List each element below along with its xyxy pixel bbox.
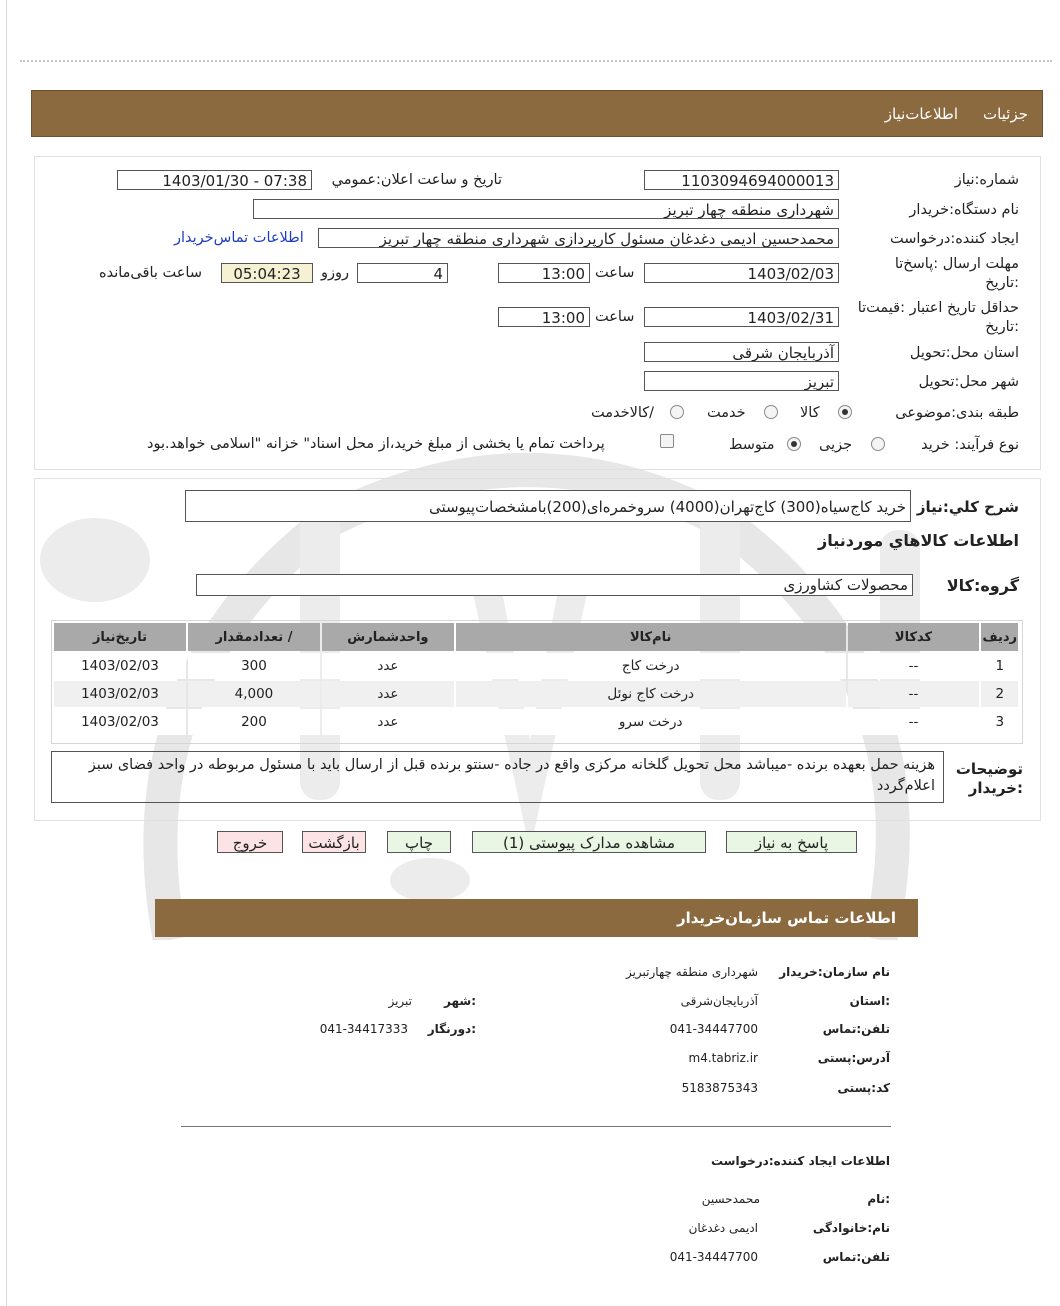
tab-details[interactable]: جزئیات xyxy=(983,105,1028,123)
buyer-contact-title: اطلاعات تماس سازمان‌خریدار xyxy=(676,909,896,927)
creator-phone-value: 041-34447700 xyxy=(669,1250,758,1264)
province-field: آذربایجان شرقی xyxy=(644,342,839,362)
need-number-label: شماره:نیاز xyxy=(954,172,1019,188)
contact-province-label: :استان xyxy=(849,994,890,1008)
creator-phone-label: تلفن:تماس xyxy=(822,1250,890,1264)
category-service-label: خدمت xyxy=(707,405,746,421)
process-type-label: نوع فرآیند: خرید xyxy=(921,437,1019,453)
creator-name-label: :نام xyxy=(867,1192,890,1206)
col-header-quantity: / تعدادمقدار xyxy=(188,623,320,651)
buyer-org-field: شهرداری منطقه چهار تبریز xyxy=(253,199,839,219)
validity-label-date: :تاریخ xyxy=(985,319,1019,335)
deadline-time-field: 13:00 xyxy=(498,263,590,283)
contact-phone-value: 041-34447700 xyxy=(669,1022,758,1036)
unit-cell: عدد xyxy=(322,709,454,735)
buyer-notes-field: هزینه حمل بعهده برنده -میباشد محل تحویل گلخانه مرکزی واقع در جاده -سنتو برنده قبل از ارسال باید با مسئول مربوطه در واحد فضای سبز اعلام‌گردد xyxy=(51,751,944,803)
treasury-payment-note: پرداخت تمام یا بخشی از مبلغ خرید،از محل اسناد" خزانه "اسلامی خواهد.بود xyxy=(147,436,605,452)
unit-cell: عدد xyxy=(322,681,454,707)
tab-need-info[interactable]: اطلاعات‌نیاز xyxy=(884,105,958,123)
table-row xyxy=(54,709,1018,735)
province-label: استان محل:تحویل xyxy=(909,345,1019,361)
process-minor-radio[interactable] xyxy=(871,437,885,451)
unit-cell: عدد xyxy=(322,653,454,679)
item-code-cell: -- xyxy=(848,709,980,735)
goods-group-field: محصولات کشاورزی xyxy=(196,574,913,596)
table-row xyxy=(54,653,1018,679)
print-button[interactable]: چاپ xyxy=(387,831,451,853)
remaining-time-field: 05:04:23 xyxy=(221,263,313,283)
quantity-cell: 300 xyxy=(188,653,320,679)
quantity-cell: 200 xyxy=(188,709,320,735)
details-header-bar xyxy=(31,90,1043,137)
row-number-cell: 1 xyxy=(981,653,1018,679)
buyer-notes-label-2: :خریدار xyxy=(968,779,1023,797)
item-name-cell: درخت کاج xyxy=(456,653,846,679)
remaining-time-label: ساعت باقی‌مانده xyxy=(99,265,202,281)
quantity-cell: 4,000 xyxy=(188,681,320,707)
contact-address-label: آدرس:پستی xyxy=(817,1051,890,1065)
col-header-item-name: نام‌کالا xyxy=(456,623,846,651)
buyer-notes-label: توضیحات xyxy=(955,760,1023,778)
contact-city-value: تبریز xyxy=(388,994,412,1008)
process-medium-label: متوسط xyxy=(729,437,775,453)
creator-field: محمدحسین ادیمی دغدغان مسئول کارپردازی شهرداری منطقه چهار تبریز xyxy=(318,228,839,248)
buyer-org-label: نام دستگاه:خریدار xyxy=(909,202,1019,218)
validity-time-label: ساعت xyxy=(595,309,635,325)
goods-group-label: گروه:کالا xyxy=(946,576,1019,595)
col-header-item-code: کدکالا xyxy=(848,623,980,651)
creator-label: ایجاد کننده:درخواست xyxy=(890,231,1019,247)
contact-province-value: آذربایجان‌شرقی xyxy=(680,994,758,1008)
need-date-cell: 1403/02/03 xyxy=(54,709,186,735)
item-name-cell: درخت کاج نوئل xyxy=(456,681,846,707)
announce-date-label: تاریخ و ساعت اعلان:عمومي xyxy=(331,172,502,188)
contact-address-value: m4.tabriz.ir xyxy=(688,1051,758,1065)
deadline-label: مهلت ارسال :پاسخ‌تا xyxy=(894,256,1019,272)
category-label: طبقه بندی:موضوعی xyxy=(895,405,1019,421)
deadline-time-label: ساعت xyxy=(595,265,635,281)
item-code-cell: -- xyxy=(848,681,980,707)
contact-postal-label: کد:پستی xyxy=(837,1081,890,1095)
reply-button[interactable]: پاسخ به نیاز xyxy=(726,831,857,853)
deadline-label-date: :تاریخ xyxy=(985,275,1019,291)
contact-postal-value: 5183875343 xyxy=(681,1081,758,1095)
category-service-radio[interactable] xyxy=(764,405,778,419)
creator-info-title: اطلاعات ایجاد کننده:درخواست xyxy=(710,1154,890,1168)
dotted-separator xyxy=(20,60,1052,62)
city-field: تبریز xyxy=(644,371,839,391)
back-button[interactable]: بازگشت xyxy=(302,831,366,853)
treasury-payment-checkbox[interactable] xyxy=(660,434,674,448)
view-attachments-button[interactable]: مشاهده مدارک پیوستی (1) xyxy=(472,831,706,853)
table-row xyxy=(54,681,1018,707)
buyer-contact-link[interactable]: اطلاعات تماس‌خریدار xyxy=(174,230,304,246)
validity-date-field: 1403/02/31 xyxy=(644,307,839,327)
row-number-cell: 3 xyxy=(981,709,1018,735)
need-date-cell: 1403/02/03 xyxy=(54,653,186,679)
contact-city-label: :شهر xyxy=(444,994,476,1008)
announce-date-field: 1403/01/30 - 07:38 xyxy=(117,170,312,190)
org-name-label: نام سازمان:خریدار xyxy=(779,965,890,979)
days-label: روزو xyxy=(321,265,350,281)
org-name-value: شهرداری منطقه چهار‌تبریز xyxy=(625,965,758,979)
item-name-cell: درخت سرو xyxy=(456,709,846,735)
category-goods-radio[interactable] xyxy=(838,405,852,419)
goods-info-title: اطلاعات کالاهاي موردنیاز xyxy=(818,531,1019,550)
process-medium-radio[interactable] xyxy=(787,437,801,451)
description-label: شرح کلي:نیاز xyxy=(916,498,1019,516)
need-date-cell: 1403/02/03 xyxy=(54,681,186,707)
category-goods-service-label: /کالاخدمت xyxy=(591,405,655,421)
need-number-field: 1103094694000013 xyxy=(644,170,839,190)
creator-family-value: ادیمی دغدغان xyxy=(688,1221,758,1235)
contact-fax-value: 041-34417333 xyxy=(319,1022,408,1036)
category-goods-label: کالا xyxy=(800,405,820,421)
process-minor-label: جزیی xyxy=(819,437,853,453)
goods-table-frame xyxy=(51,620,1023,744)
creator-name-value: محمدحسین xyxy=(701,1192,760,1206)
days-remaining-field: 4 xyxy=(357,263,448,283)
exit-button[interactable]: خروج xyxy=(217,831,283,853)
validity-label: حداقل تاریخ اعتبار :قیمت‌تا xyxy=(857,300,1019,316)
col-header-need-date: تاریخ‌نیاز xyxy=(54,623,186,651)
col-header-row-number: ردیف xyxy=(981,623,1018,651)
description-field: خرید کاج‌سیاه(300) کاج‌تهران(4000) سروخمره‌ای(200)بامشخصات‌پیوستی xyxy=(185,490,911,522)
validity-time-field: 13:00 xyxy=(498,307,590,327)
creator-family-label: نام:خانوادگی xyxy=(812,1221,890,1235)
deadline-date-field: 1403/02/03 xyxy=(644,263,839,283)
buyer-contact-header xyxy=(155,899,918,937)
row-number-cell: 2 xyxy=(981,681,1018,707)
goods-table xyxy=(52,621,1020,737)
contact-phone-label: تلفن:تماس xyxy=(822,1022,890,1036)
table-header-row xyxy=(54,623,1018,651)
contact-divider xyxy=(181,1126,891,1127)
contact-fax-label: :دورنگار xyxy=(427,1022,476,1036)
col-header-unit: واحدشمارش xyxy=(322,623,454,651)
item-code-cell: -- xyxy=(848,653,980,679)
category-goods-service-radio[interactable] xyxy=(670,405,684,419)
city-label: شهر محل:تحویل xyxy=(918,374,1019,390)
